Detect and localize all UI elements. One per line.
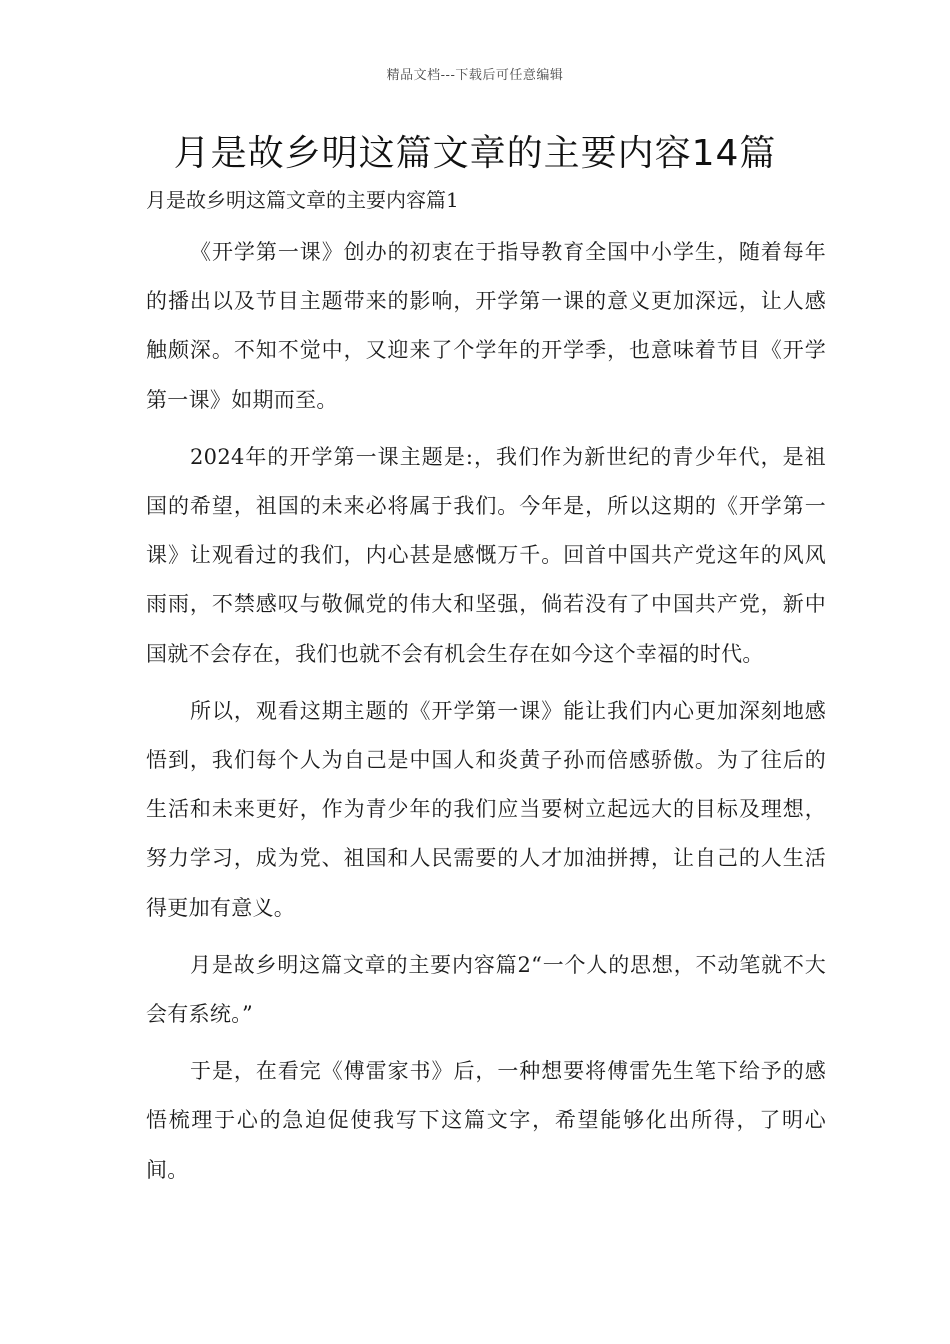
document-title: 月是故乡明这篇文章的主要内容14篇: [173, 133, 777, 174]
paragraph-2: 2024年的开学第一课主题是:，我们作为新世纪的青少年代，是祖国的希望，祖国的未来必将属于我们。今年是，所以这期的《开学第一课》让观看过的我们，内心甚是感慨万千。回首中国共产党这年的风风雨雨，不禁感叹与敬佩党的伟大和坚强，倘若没有了中国共产党，新中国就不会存在，我们也就不会有机会生存在如今这个幸福的时代。: [146, 444, 826, 666]
paragraph-1: 《开学第一课》创办的初衷在于指导教育全国中小学生，随着每年的播出以及节目主题带来的影响，开学第一课的意义更加深远，让人感触颇深。不知不觉中，又迎来了个学年的开学季，也意味着节目《开学第一课》如期而至。: [146, 240, 826, 412]
document-body: [146, 184, 826, 1203]
paragraph-3: 所以，观看这期主题的《开学第一课》能让我们内心更加深刻地感悟到，我们每个人为自己是中国人和炎黄子孙而倍感骄傲。为了往后的生活和未来更好，作为青少年的我们应当要树立起远大的目标及理想，努力学习，成为党、祖国和人民需要的人才加油拼搏，让自己的人生活得更加有意义。: [146, 698, 826, 920]
paragraph-4: 月是故乡明这篇文章的主要内容篇2“一个人的思想，不动笔就不大会有系统。”: [146, 952, 826, 1027]
paragraph-5: 于是，在看完《傅雷家书》后，一种想要将傅雷先生笔下给予的感悟梳理于心的急迫促使我写下这篇文字，希望能够化出所得，了明心间。: [146, 1059, 826, 1182]
page-header: 精品文档---下载后可任意编辑: [386, 68, 564, 83]
section-heading: 月是故乡明这篇文章的主要内容篇1: [146, 188, 459, 212]
